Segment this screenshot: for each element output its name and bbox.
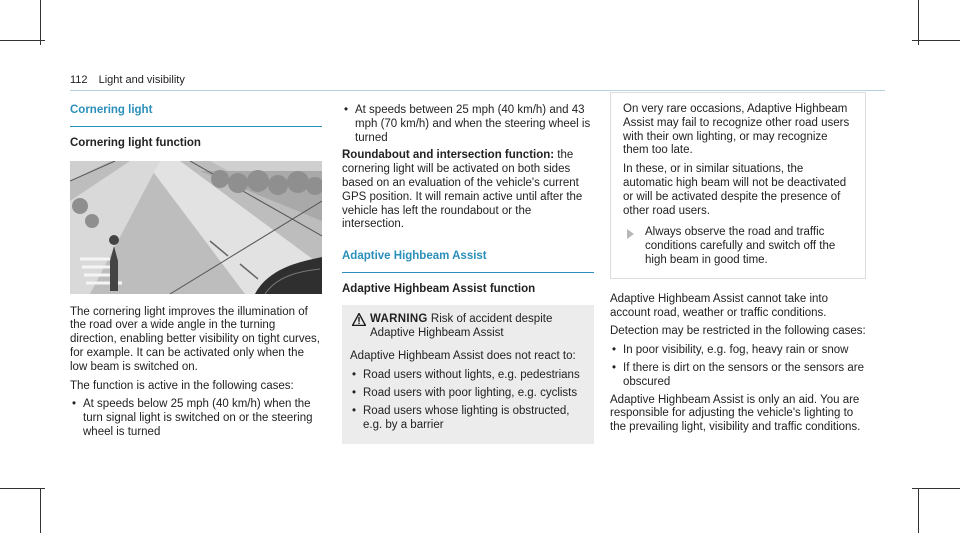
warning-text: Risk of accident despite Adaptive Highbeam Assist xyxy=(370,312,553,339)
crop-mark xyxy=(0,488,45,489)
section-title: Light and visibility xyxy=(98,74,185,86)
paragraph: Adaptive Highbeam Assist cannot take into account road, weather or traffic conditions. xyxy=(610,292,828,319)
warning-header xyxy=(350,313,586,341)
paragraph: Detection may be restricted in the following cases: xyxy=(610,325,866,338)
heading-rule xyxy=(70,126,322,127)
paragraph: In these, or in similar situations, the automatic high beam will not be deactivated or will be activated despite the presence of other road users. xyxy=(623,163,847,217)
heading-rule xyxy=(342,272,594,273)
crop-mark xyxy=(912,488,960,489)
page-number: 112 xyxy=(70,74,88,86)
crop-mark xyxy=(40,0,41,45)
list-item: • Road users whose lighting is obstructed, e.g. by a barrier xyxy=(350,405,586,433)
bullet-list xyxy=(350,369,586,432)
list-item: • At speeds between 25 mph (40 km/h) and 43 mph (70 km/h) and when the steering wheel is turned xyxy=(342,104,594,145)
roundabout-text: the cornering light will be activated on both sides based on an evaluation of the vehicle's current GPS position. It will remain active until after the vehicle has left the roundabout or the intersection. xyxy=(342,149,583,231)
roundabout-paragraph xyxy=(342,149,594,232)
bullet-list xyxy=(70,398,322,439)
column-1 xyxy=(70,104,322,444)
section-heading: Adaptive Highbeam Assist xyxy=(342,250,487,263)
paragraph: The cornering light improves the illumination of the road over a wide angle in the turning direction, enabling better visibility on tight curves, for example. It can be activated only when the low beam is switched on. xyxy=(70,305,320,373)
subsection-heading: Cornering light function xyxy=(70,136,201,149)
list-item: • Road users with poor lighting, e.g. cyclists xyxy=(350,387,586,401)
warning-keyword: WARNING xyxy=(370,312,428,325)
warning-intro: Adaptive Highbeam Assist does not react to: xyxy=(350,350,576,363)
list-item: • Road users without lights, e.g. pedestrians xyxy=(350,369,586,383)
list-item: • In poor visibility, e.g. fog, heavy rain or snow xyxy=(610,344,866,358)
paragraph: On very rare occasions, Adaptive Highbeam Assist may fail to recognize other road users with their own lighting, or may recognize them too late. xyxy=(623,103,850,157)
roundabout-label: Roundabout and intersection function: xyxy=(342,149,555,162)
page-header xyxy=(70,74,185,86)
action-arrow-icon xyxy=(627,229,634,239)
warning-continuation-box xyxy=(610,92,866,279)
cornering-light-illustration xyxy=(70,161,322,294)
crop-mark xyxy=(912,40,960,41)
subsection-heading: Adaptive Highbeam Assist function xyxy=(342,282,536,295)
crop-mark xyxy=(40,488,41,533)
section-heading: Cornering light xyxy=(70,104,153,116)
paragraph: Adaptive Highbeam Assist is only an aid. You are responsible for adjusting the vehicle's lighting to the prevailing light, visibility and traffic conditions. xyxy=(610,393,861,434)
action-item xyxy=(623,226,853,267)
list-item: • If there is dirt on the sensors or the sensors are obscured xyxy=(610,362,866,390)
warning-box xyxy=(342,305,594,445)
column-2 xyxy=(342,104,594,444)
column-3 xyxy=(610,92,866,440)
header-rule xyxy=(70,90,885,91)
crop-mark xyxy=(0,40,45,41)
list-item: • At speeds below 25 mph (40 km/h) when the turn signal light is switched on or the steering wheel is turned xyxy=(70,398,322,439)
crop-mark xyxy=(918,0,919,45)
crop-mark xyxy=(918,488,919,533)
bullet-list xyxy=(610,344,866,389)
bullet-list xyxy=(342,104,594,145)
action-text: Always observe the road and traffic conditions carefully and switch off the high beam in good time. xyxy=(645,226,836,266)
warning-triangle-icon xyxy=(352,313,366,326)
paragraph: The function is active in the following cases: xyxy=(70,379,294,392)
